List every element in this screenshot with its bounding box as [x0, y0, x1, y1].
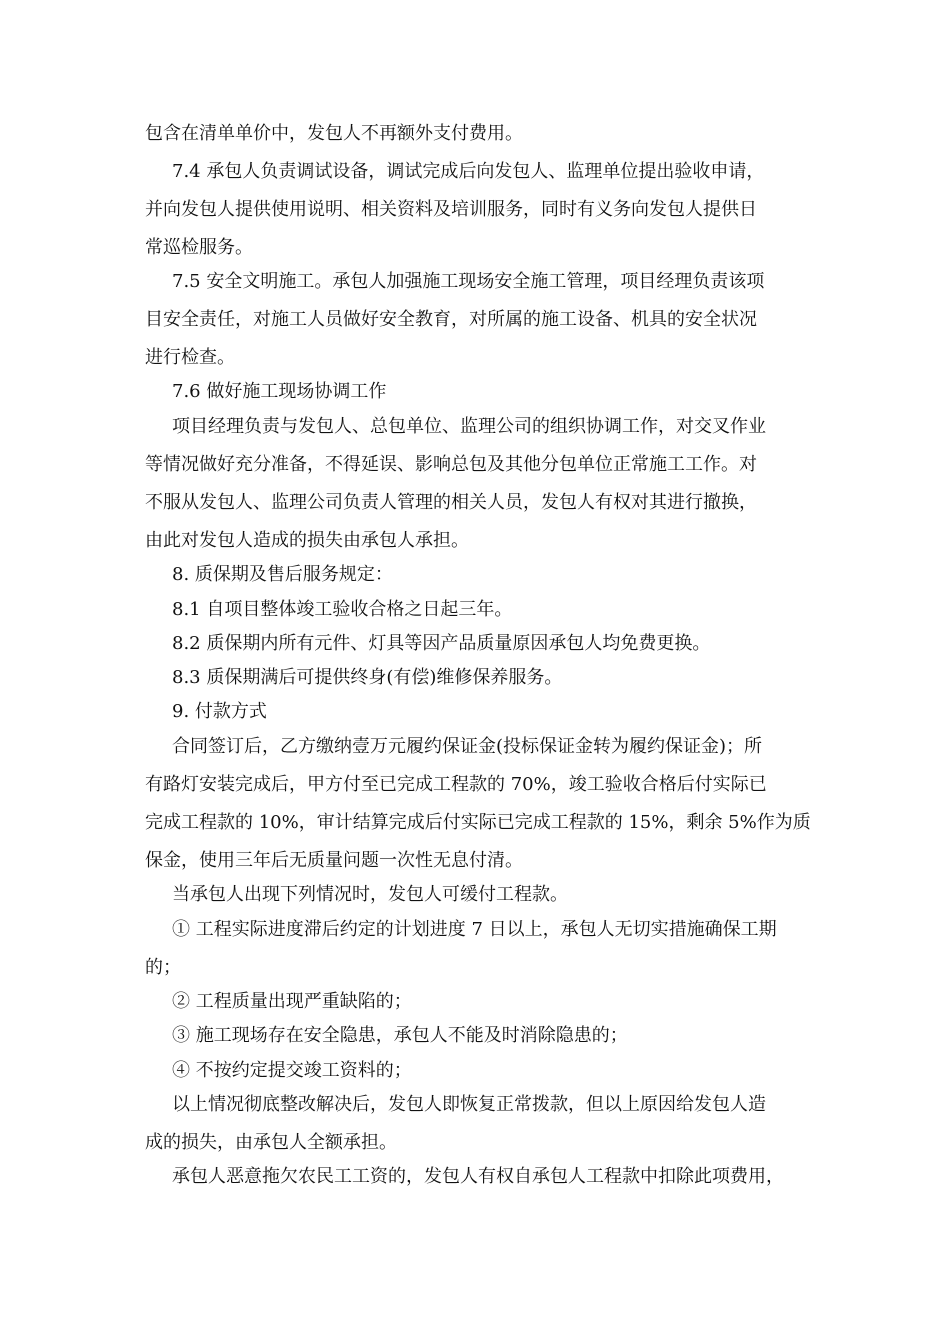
- text-line: 完成工程款的 10%，审计结算完成后付实际已完成工程款的 15%，剩余 5%作为质: [145, 812, 811, 833]
- text-line: 的；: [145, 957, 181, 978]
- text-line: 等情况做好充分准备，不得延误、影响总包及其他分包单位正常施工工作。对: [145, 454, 757, 475]
- text-line: 8. 质保期及售后服务规定：: [172, 564, 393, 585]
- text-line: 由此对发包人造成的损失由承包人承担。: [145, 530, 469, 551]
- text-line: 8.1 自项目整体竣工验收合格之日起三年。: [172, 599, 513, 620]
- text-line: 7.5 安全文明施工。承包人加强施工现场安全施工管理，项目经理负责该项: [172, 271, 765, 292]
- text-line: 当承包人出现下列情况时，发包人可缓付工程款。: [172, 884, 568, 905]
- text-line: ④ 不按约定提交竣工资料的；: [172, 1060, 412, 1081]
- text-line: 7.6 做好施工现场协调工作: [172, 381, 387, 402]
- text-line: 7.4 承包人负责调试设备，调试完成后向发包人、监理单位提出验收申请，: [172, 161, 765, 182]
- text-line: 包含在清单单价中，发包人不再额外支付费用。: [145, 123, 523, 144]
- text-line: 8.2 质保期内所有元件、灯具等因产品质量原因承包人均免费更换。: [172, 633, 711, 654]
- text-line: 保金，使用三年后无质量问题一次性无息付清。: [145, 850, 523, 871]
- text-line: 9. 付款方式: [172, 701, 267, 722]
- text-line: ③ 施工现场存在安全隐患，承包人不能及时消除隐患的；: [172, 1025, 628, 1046]
- text-line: 并向发包人提供使用说明、相关资料及培训服务，同时有义务向发包人提供日: [145, 199, 757, 220]
- text-line: 合同签订后，乙方缴纳壹万元履约保证金(投标保证金转为履约保证金)；所: [172, 736, 763, 757]
- text-line: 项目经理负责与发包人、总包单位、监理公司的组织协调工作，对交叉作业: [172, 416, 766, 437]
- text-line: 8.3 质保期满后可提供终身(有偿)维修保养服务。: [172, 667, 563, 688]
- text-line: 进行检查。: [145, 347, 235, 368]
- text-line: 有路灯安装完成后，甲方付至已完成工程款的 70%，竣工验收合格后付实际已: [145, 774, 767, 795]
- text-line: 目安全责任，对施工人员做好安全教育，对所属的施工设备、机具的安全状况: [145, 309, 757, 330]
- text-line: 以上情况彻底整改解决后，发包人即恢复正常拨款，但以上原因给发包人造: [172, 1094, 766, 1115]
- text-line: ② 工程质量出现严重缺陷的；: [172, 991, 412, 1012]
- text-line: ① 工程实际进度滞后约定的计划进度 7 日以上，承包人无切实措施确保工期: [172, 919, 777, 940]
- text-line: 成的损失，由承包人全额承担。: [145, 1132, 397, 1153]
- text-line: 承包人恶意拖欠农民工工资的，发包人有权自承包人工程款中扣除此项费用，: [172, 1166, 784, 1187]
- text-line: 常巡检服务。: [145, 237, 253, 258]
- text-line: 不服从发包人、监理公司负责人管理的相关人员，发包人有权对其进行撤换，: [145, 492, 757, 513]
